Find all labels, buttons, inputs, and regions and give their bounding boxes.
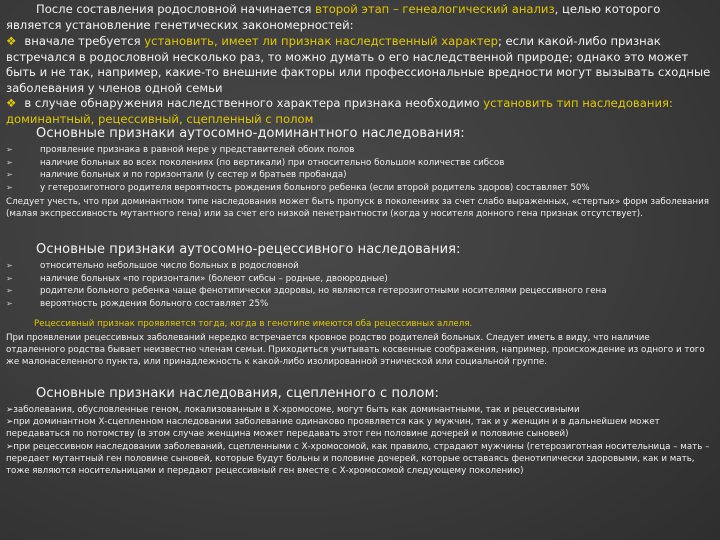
bullet2-text: в случае обнаружения наследственного характера признака необходимо [24, 96, 484, 110]
bullet1-text-end: ; если какой-либо признак встречался в родословной несколько раз, то можно думать о его наследственной природе; однако это может быть и не так, например, какие-то внешние факторы или профессиональные вредности могут вызывать сходные заболевания у членов одной семьи [6, 34, 711, 95]
arrowhead-bullet-icon: ➢ [6, 261, 13, 270]
arrowhead-bullet-icon: ➢ [6, 145, 13, 154]
intro-text: После составления родословной начинается [36, 2, 316, 16]
recessive-list [6, 260, 712, 310]
sexlinked-list [6, 404, 710, 477]
recessive-heading: Основные признаки аутосомно-рецессивного наследования: [36, 242, 461, 257]
arrowhead-bullet-icon: ➢ [6, 170, 13, 180]
dominant-heading: Основные признаки аутосомно-доминантного наследования: [36, 126, 465, 141]
bullet-heredity [6, 34, 712, 96]
list-item: ➢ проявление признака в равной мере у представителей обоих полов [6, 145, 355, 155]
diamond-bullet-icon: ❖ [6, 34, 17, 48]
list-item: ➢при доминантном Х-сцепленном наследовании заболевание одинаково проявляется как у мужчин, так и у женщин и в дальнейшем может передаваться по потомству (в этом случае женщина может передавать этот ген половине дочерей и половине сыновей) [6, 417, 660, 440]
list-item: ➢заболевания, обусловленные геном, локализованным в Х-хромосоме, могут быть как доминантными, так и рецессивными [6, 405, 580, 415]
list-item: ➢ родители больного ребенка чаще фенотипически здоровы, но являются гетерозиготными носителями рецессивного гена [6, 286, 607, 297]
arrowhead-bullet-icon: ➢ [6, 286, 13, 296]
bullet-inheritance-type [6, 96, 712, 127]
sexlinked-heading: Основные признаки наследования, сцепленного с полом: [36, 386, 439, 401]
list-item: ➢ относительно небольшое число больных в родословной [6, 261, 299, 271]
intro-text-end: , целью которого является установление генетических закономерностей: [6, 2, 661, 32]
bullet1-text: вначале требуется [24, 34, 145, 48]
arrowhead-bullet-icon: ➢ [6, 298, 13, 308]
stage-highlight: второй этап – генеалогический анализ [315, 2, 555, 16]
arrowhead-bullet-icon: ➢ [6, 417, 14, 428]
arrowhead-bullet-icon: ➢ [6, 441, 14, 452]
dominant-note: Следует учесть, что при доминантном типе наследования может быть пропуск в поколениях за счет слабо выраженных, «стертых» форм заболевания (малая экспрессивность мутантного гена) или за счет его низкой пенетрантности (когда у носителя донного гена признак отсутствует). [6, 197, 709, 220]
recessive-note: При проявлении рецессивных заболеваний нередко встречается кровное родство родителей больных. Следует иметь в виду, что наличие отдаленного родства бывает неизвестно членам семьи. Приходиться учитывать косвенные соображения, например, происхождение из одного и того же малонаселенного пункта, или принадлежность к какой-либо изолированной этнической или социальной группе. [6, 333, 705, 368]
arrowhead-bullet-icon: ➢ [6, 273, 13, 283]
bullet1-highlight: установить, имеет ли признак наследственный характер [144, 34, 498, 48]
bullet2-highlight: установить тип наследования: доминантный, рецессивный, сцепленный с полом [6, 96, 673, 126]
intro-paragraph [6, 2, 712, 33]
list-item: ➢ вероятность рождения больного составляет 25% [6, 298, 269, 309]
dominant-list [6, 144, 712, 194]
recessive-yellow-note: Рецессивный признак проявляется тогда, когда в генотипе имеются оба рецессивных аллеля. [34, 319, 473, 329]
arrowhead-bullet-icon: ➢ [6, 157, 13, 167]
list-item: ➢ наличие больных во всех поколениях (по вертикали) при относительно большом количестве сибсов [6, 157, 505, 168]
list-item: ➢ наличие больных «по горизонтали» (болеют сибсы – родные, двоюродные) [6, 273, 388, 284]
list-item: ➢при рецессивном наследовании заболеваний, сцепленными с Х-хромосомой, как правило, страдают мужчины (гетерозиготная носительница – мать – передает мутантный ген половине сыновей, которые будут больны и половине дочерей, которые оставаясь фенотипически здоровыми, как и мать, тоже являются носительницами и передают рецессивный ген вместе с Х-хромосомой следующему поколению) [6, 441, 710, 477]
arrowhead-bullet-icon: ➢ [6, 182, 13, 192]
list-item: ➢ у гетерозиготного родителя вероятность рождения больного ребенка (если второй родитель здоров) составляет 50% [6, 182, 590, 193]
list-item: ➢ наличие больных и по горизонтали (у сестер и братьев пробанда) [6, 170, 347, 181]
diamond-bullet-icon: ❖ [6, 96, 17, 110]
arrowhead-bullet-icon: ➢ [6, 405, 14, 415]
